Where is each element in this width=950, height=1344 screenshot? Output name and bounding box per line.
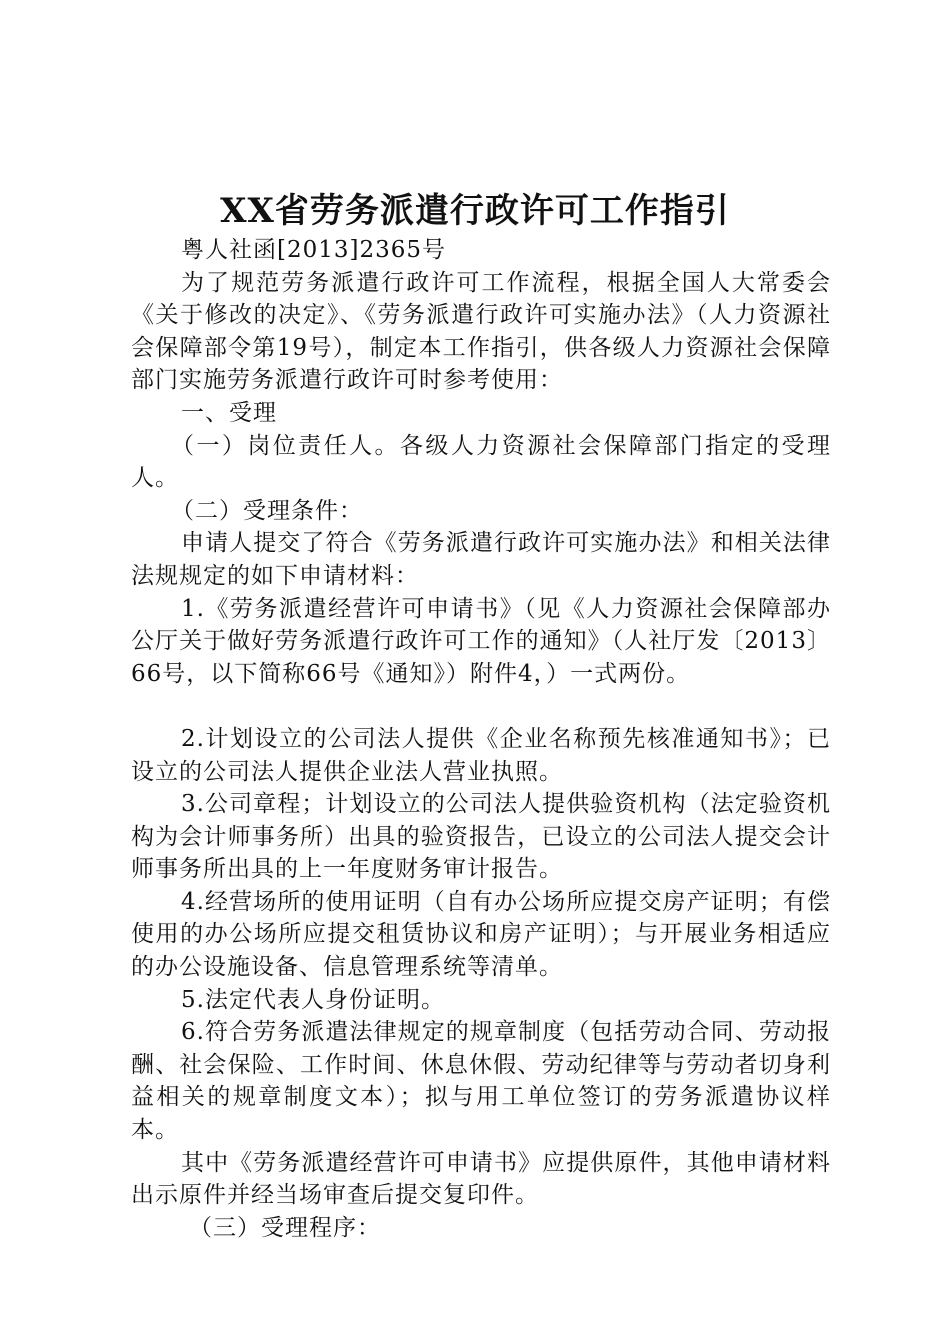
document-title: XX省劳务派遣行政许可工作指引 (220, 191, 730, 231)
material-item-1: 1.《劳务派遣经营许可申请书》（见《人力资源社会保障部办公厅关于做好劳务派遣行政许可工作的通知》（人社厅发〔2013〕66号，以下简称66号《通知》）附件4，）一式两份。 (131, 595, 831, 687)
document-body (131, 234, 831, 1244)
material-item-3: 3.公司章程；计划设立的公司法人提供验资机构（法定验资机构为会计师事务所）出具的验资报告，已设立的公司法人提交会计师事务所出具的上一年度财务审计报告。 (131, 791, 831, 883)
section-heading-acceptance: 一、受理 (181, 399, 277, 426)
blank-line (131, 690, 831, 723)
subsection-acceptance-conditions: （二）受理条件： (171, 497, 363, 524)
material-item-6: 6.符合劳务派遣法律规定的规章制度（包括劳动合同、劳动报酬、社会保险、工作时间、休息休假、劳动纪律等与劳动者切身利益相关的规章制度文本）；拟与用工单位签订的劳务派遣协议样本。 (131, 1019, 831, 1144)
subsection-responsible-person: （一）岗位责任人。各级人力资源社会保障部门指定的受理人。 (131, 432, 831, 492)
document-reference-number: 粤人社函[2013]2365号 (181, 237, 447, 263)
subsection-acceptance-procedure: （三）受理程序： (189, 1214, 381, 1241)
material-item-5: 5.法定代表人身份证明。 (181, 986, 445, 1013)
materials-intro-paragraph: 申请人提交了符合《劳务派遣行政许可实施办法》和相关法律法规规定的如下申请材料： (131, 530, 831, 589)
intro-paragraph: 为了规范劳务派遣行政许可工作流程，根据全国人大常委会《关于修改的决定》、《劳务派遣行政许可实施办法》（人力资源社会保障部令第19号），制定本工作指引，供各级人力资源社会保障部门实施劳务派遣行政许可时参考使用： (131, 269, 831, 394)
material-item-4: 4.经营场所的使用证明（自有办公场所应提交房产证明；有偿使用的办公场所应提交租赁协议和房产证明）；与开展业务相适应的办公设施设备、信息管理系统等清单。 (131, 888, 831, 981)
materials-note-paragraph: 其中《劳务派遣经营许可申请书》应提供原件，其他申请材料出示原件并经当场审查后提交复印件。 (131, 1149, 831, 1209)
material-item-2: 2.计划设立的公司法人提供《企业名称预先核准通知书》；已设立的公司法人提供企业法人营业执照。 (131, 725, 831, 785)
